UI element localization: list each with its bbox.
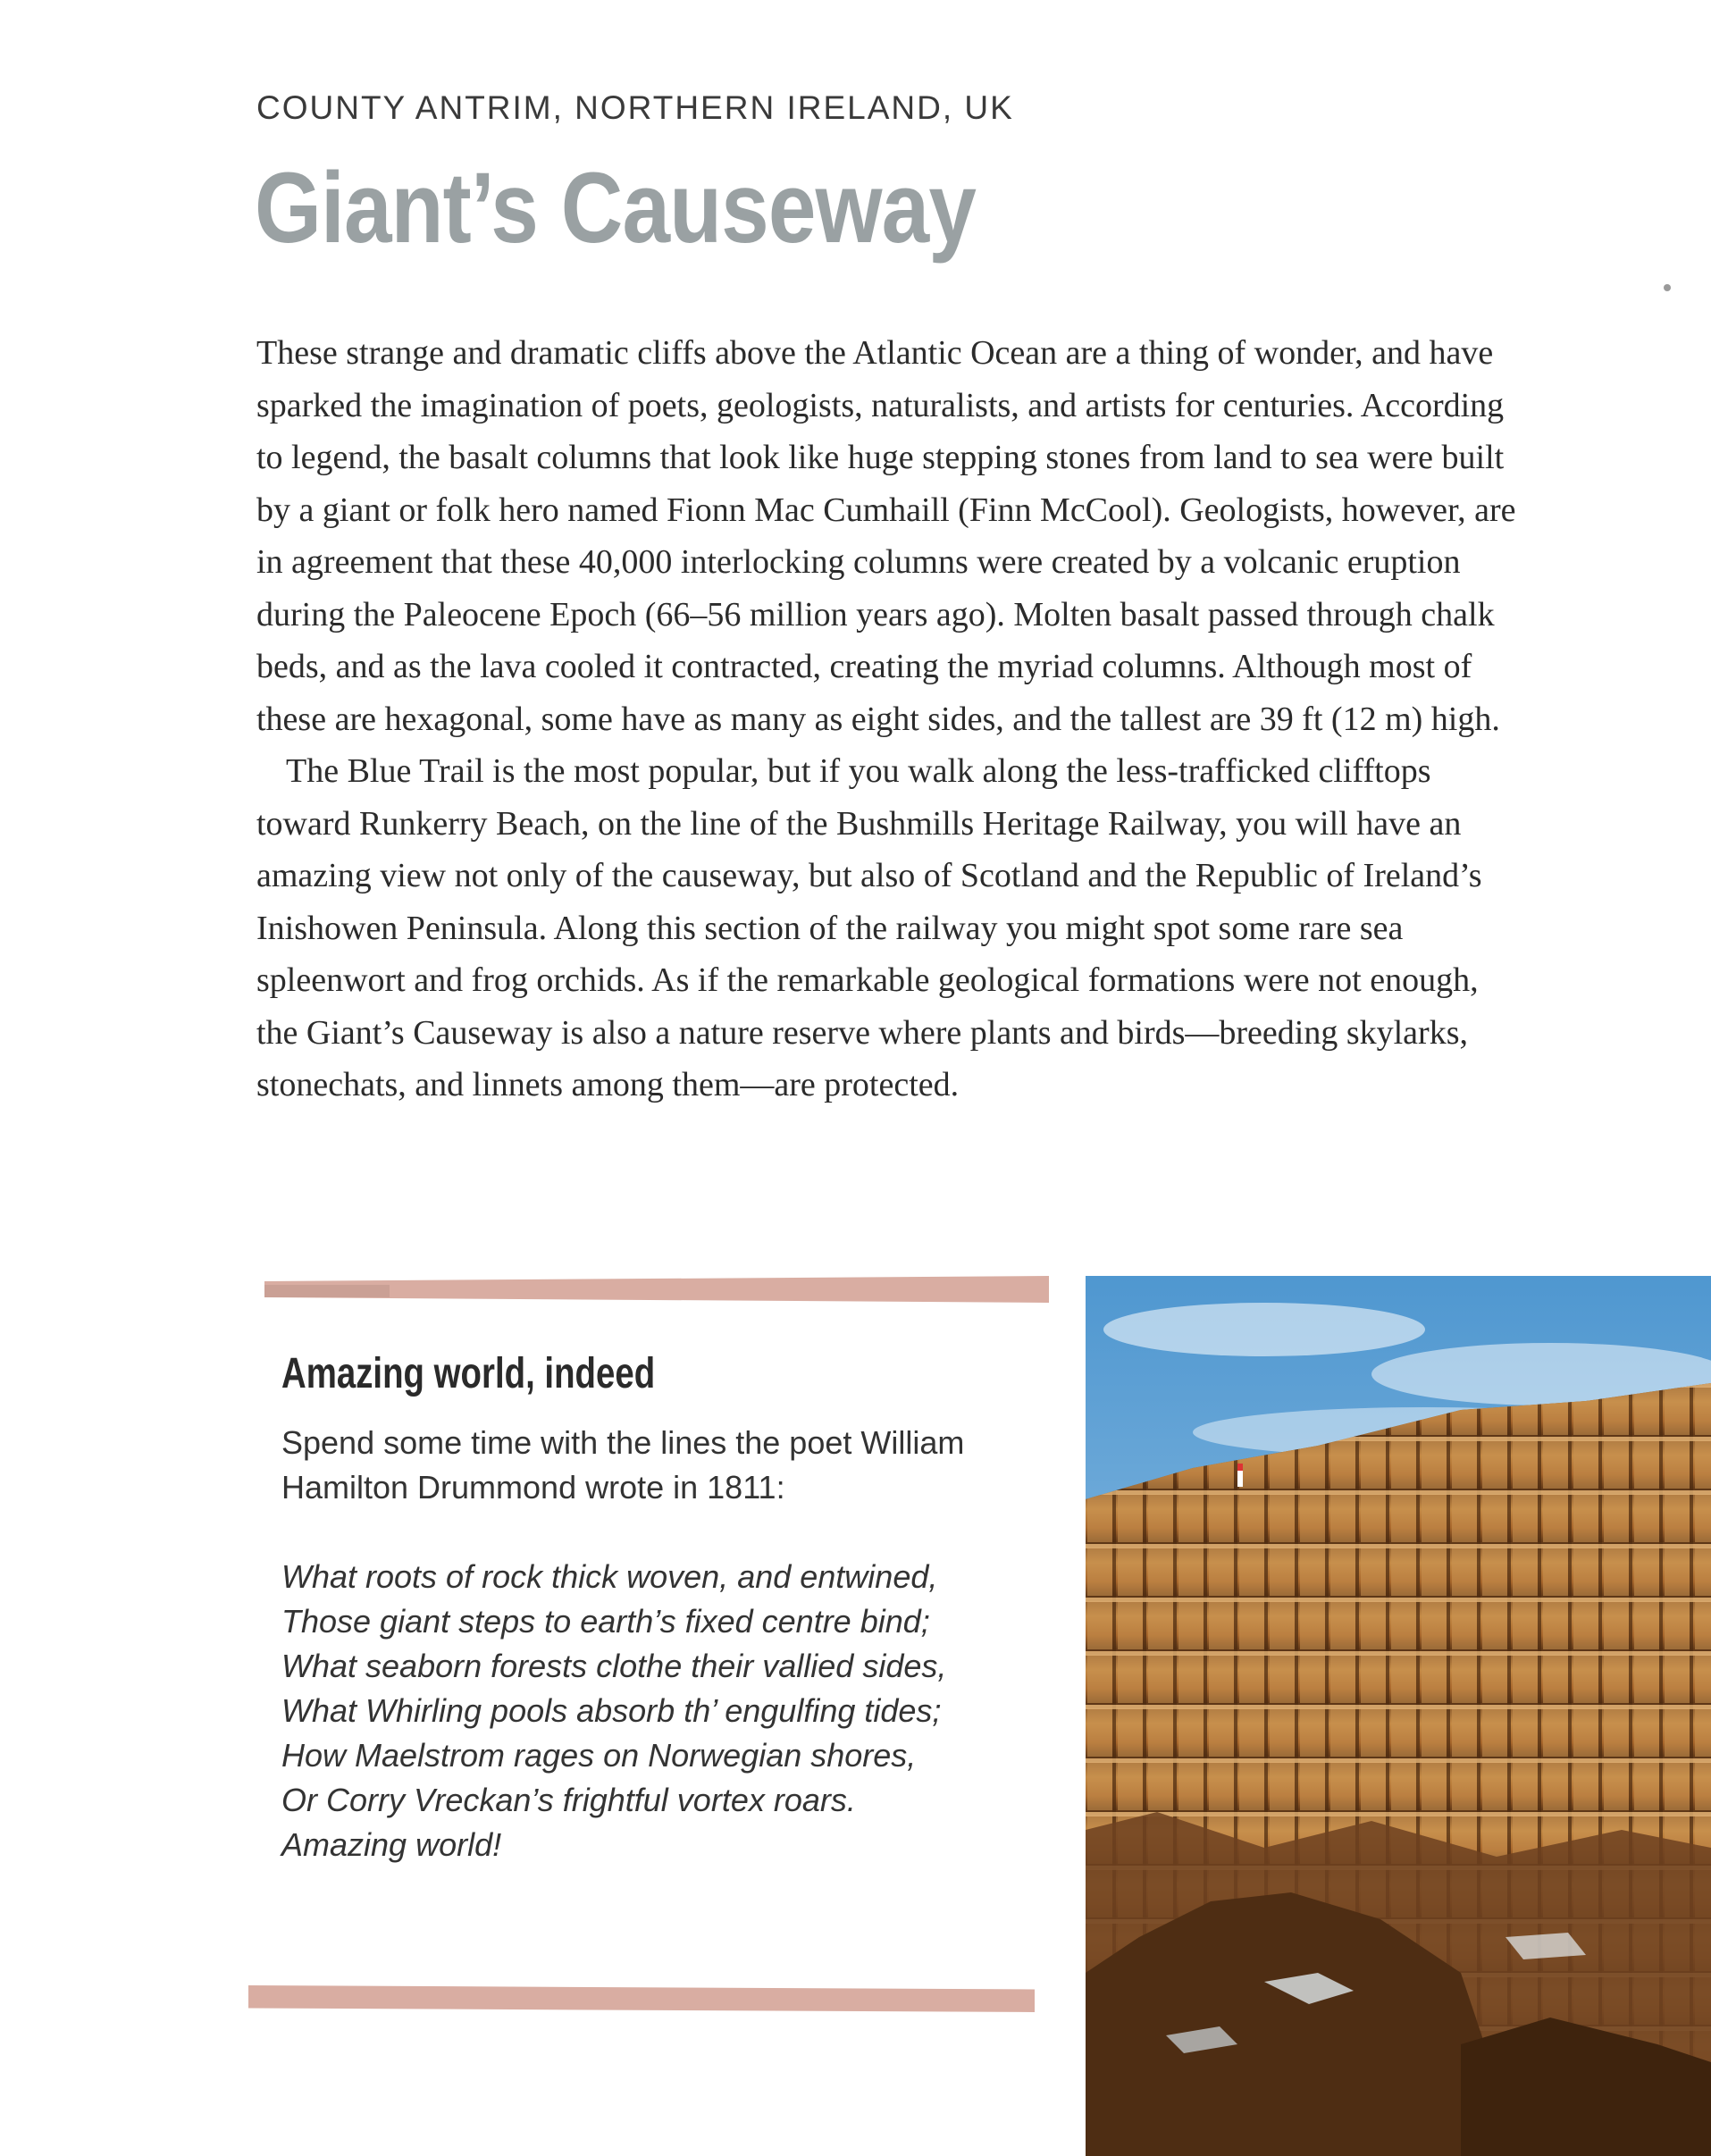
paragraph-1: These strange and dramatic cliffs above the Atlantic Ocean are a thing of wonder, and have sparked the imagination of poets, geologists, naturalists, and artists for centuries. According to legend, the basalt columns that look like huge stepping stones from land to sea were built by a giant or folk hero named Fionn Mac Cumhaill (Finn McCool). Geologists, however, are in agreement that these 40,000 interlocking columns were created by a volcanic eruption during the Paleocene Epoch (66–56 million years ago). Molten basalt passed through chalk beds, and as the lava cooled it contracted, creating the myriad columns. Although most of these are hexagonal, some have as many as eight sides, and the tallest are 39 ft (12 m) high. <box>256 334 1516 738</box>
poem-line: Those giant steps to earth’s fixed centre bind; <box>281 1603 930 1640</box>
sidebar-top-stripe-accent <box>264 1285 390 1297</box>
poem-line: What Whirling pools absorb th’ engulfing tides; <box>281 1692 942 1729</box>
poem-line: Amazing world! <box>281 1826 502 1863</box>
sidebar-title: Amazing world, indeed <box>281 1350 656 1397</box>
paragraph-2: The Blue Trail is the most popular, but if you walk along the less-trafficked clifftops toward Runkerry Beach, on the line of the Bushmills Heritage Railway, you will have an amazing view not only of the causeway, but also of Scotland and the Republic of Ireland’s Inishowen Peninsula. Along this section of the railway you might spot some rare sea spleenwort and frog orchids. As if the remarkable geological formations were not enough, the Giant’s Causeway is also a nature reserve where plants and birds—breeding skylarks, stonechats, and linnets among them—are protected. <box>256 752 1482 1103</box>
poem-line: How Maelstrom rages on Norwegian shores, <box>281 1737 917 1774</box>
sidebar-bottom-stripe <box>248 1985 1035 2012</box>
poem-line: What seaborn forests clothe their vallied sides, <box>281 1648 947 1684</box>
page-speck <box>1664 284 1671 291</box>
causeway-photo <box>1086 1276 1711 2156</box>
poem-line: Or Corry Vreckan’s frightful vortex roars. <box>281 1782 856 1818</box>
location-kicker: COUNTY ANTRIM, NORTHERN IRELAND, UK <box>256 89 1014 126</box>
article-body <box>256 327 1525 1112</box>
poem-line: What roots of rock thick woven, and entwined, <box>281 1558 938 1595</box>
sidebar-intro: Spend some time with the lines the poet William Hamilton Drummond wrote in 1811: <box>281 1424 965 1506</box>
poem <box>281 1555 1050 1867</box>
page-title: Giant’s Causeway <box>255 152 977 264</box>
